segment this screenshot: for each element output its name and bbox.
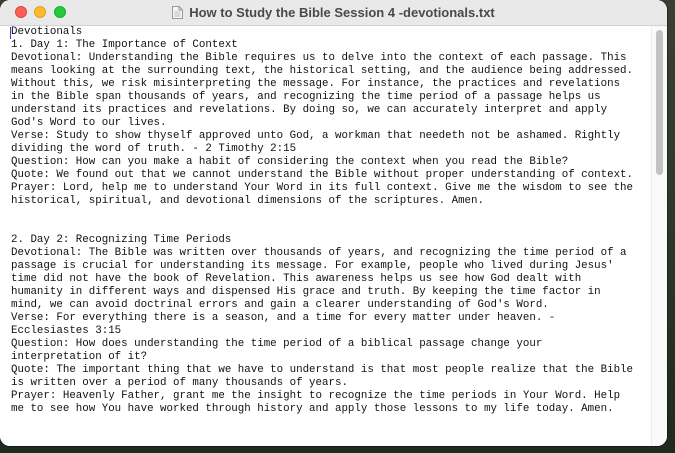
text-line[interactable]: is written over a period of many thousands of years. xyxy=(11,377,348,389)
text-line[interactable]: 2. Day 2: Recognizing Time Periods xyxy=(11,234,232,246)
text-line[interactable]: historical, spiritual, and devotional dimensions of the scriptures. Amen. xyxy=(11,195,484,207)
text-line[interactable]: Quote: The important thing that we have to understand is that most people realize that the Bible xyxy=(11,364,634,376)
text-line[interactable]: Ecclesiastes 3:15 xyxy=(11,325,122,337)
text-line[interactable]: in the Bible span thousands of years, and recognizing the time period of a passage helps us xyxy=(11,91,601,103)
text-line[interactable]: God's Word to our lives. xyxy=(11,117,167,129)
text-editor-area[interactable] xyxy=(0,26,652,446)
document-icon[interactable] xyxy=(172,6,183,19)
text-line[interactable]: Devotional: Understanding the Bible requires us to delve into the context of each passage. This xyxy=(11,52,627,64)
text-line[interactable]: Devotionals xyxy=(11,26,83,38)
text-line[interactable]: time did not have the book of Revelation. This awareness helps us see how God dealt with xyxy=(11,273,582,285)
text-line[interactable]: Devotional: The Bible was written over thousands of years, and recognizing the time period of a xyxy=(11,247,627,259)
vertical-scrollbar[interactable] xyxy=(651,26,667,446)
window-title: How to Study the Bible Session 4 -devotionals.txt xyxy=(189,5,495,20)
document-text[interactable] xyxy=(0,26,652,416)
text-line[interactable]: me to see how You have worked through history and apply those lessons to my life today. Amen. xyxy=(11,403,614,415)
text-line[interactable]: Verse: Study to show thyself approved unto God, a workman that needeth not be ashamed. Rightly xyxy=(11,130,621,142)
text-line[interactable]: Prayer: Heavenly Father, grant me the insight to recognize the time periods in Your Word. Help xyxy=(11,390,621,402)
text-line[interactable]: Question: How can you make a habit of considering the context when you read the Bible? xyxy=(11,156,569,168)
text-line[interactable]: understand its practices and revelations. By doing so, we can accurately interpret and apply xyxy=(11,104,608,116)
text-line[interactable]: humanity in different ways and dispensed His grace and truth. By keeping the time factor in xyxy=(11,286,601,298)
text-line[interactable]: means looking at the surrounding text, the historical setting, and the audience being addressed. xyxy=(11,65,634,77)
text-line[interactable]: interpretation of it? xyxy=(11,351,148,363)
text-line[interactable]: mind, we can avoid doctrinal errors and gain a clearer understanding of God's Word. xyxy=(11,299,549,311)
text-line[interactable]: Question: How does understanding the time period of a biblical passage change your xyxy=(11,338,543,350)
text-line[interactable]: 1. Day 1: The Importance of Context xyxy=(11,39,238,51)
scrollbar-thumb[interactable] xyxy=(656,30,663,175)
text-line[interactable]: Quote: We found out that we cannot understand the Bible without proper understanding of context. xyxy=(11,169,634,181)
text-line[interactable]: dividing the word of truth. - 2 Timothy 2:15 xyxy=(11,143,297,155)
text-line[interactable]: passage is crucial for understanding its message. For example, people who lived during Jesus' xyxy=(11,260,614,272)
text-line[interactable]: Without this, we risk misinterpreting the message. For instance, the practices and revelations xyxy=(11,78,621,90)
text-line[interactable]: Prayer: Lord, help me to understand Your Word in its full context. Give me the wisdom to see the xyxy=(11,182,634,194)
text-line[interactable]: Verse: For everything there is a season, and a time for every matter under heaven. - xyxy=(11,312,556,324)
text-cursor xyxy=(10,27,11,39)
title-bar[interactable] xyxy=(0,0,667,26)
title-wrap xyxy=(0,0,667,25)
